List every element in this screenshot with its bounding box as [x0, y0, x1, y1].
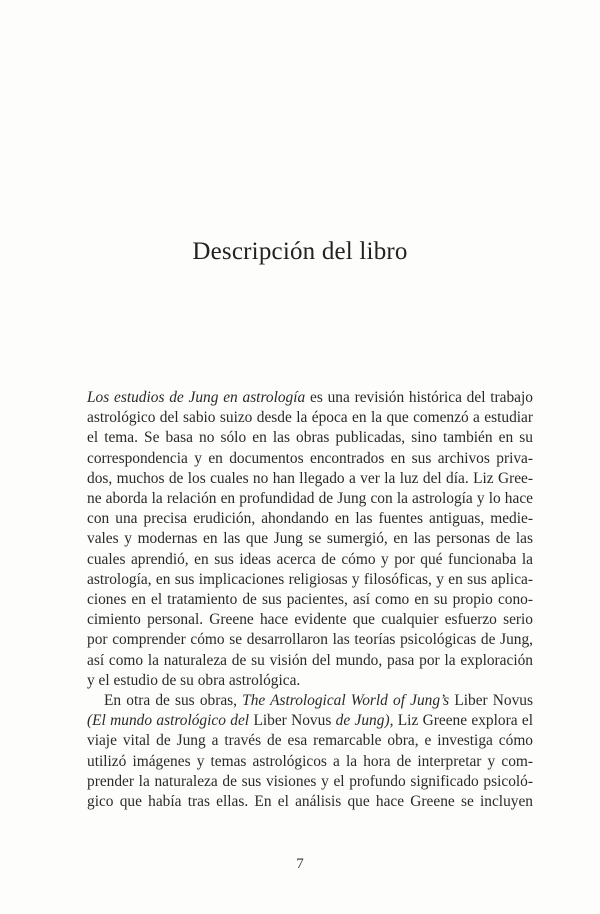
text-run: viaje vital de Jung a través de esa remarcable obra, e investiga cómo — [87, 732, 533, 750]
text-line — [87, 449, 533, 469]
text-run: Liber Novus — [449, 692, 533, 710]
italic-text: (El mundo astrológico del — [87, 712, 250, 730]
text-run: con una precisa erudición, ahondando en las fuentes antiguas, medie- — [87, 510, 533, 528]
text-line — [87, 772, 533, 792]
text-line — [87, 792, 533, 812]
text-run: Liber Novus — [249, 712, 336, 730]
text-run: ciones en el tratamiento de sus pacientes, así como en su propio cono- — [87, 591, 533, 609]
text-line — [87, 711, 533, 731]
italic-text: The Astrological World of Jung’s — [242, 692, 450, 710]
text-run: por comprender cómo se desarrollaron las teorías psicológicas de Jung, — [87, 631, 533, 649]
text-run: ne aborda la relación en profundidad de Jung con la astrología y lo hace — [87, 490, 533, 508]
text-line — [87, 469, 533, 489]
text-line — [87, 671, 533, 691]
text-line — [87, 408, 533, 428]
page-title: Descripción del libro — [192, 238, 408, 265]
text-run: utilizó imágenes y temas astrológicos a la hora de interpretar y com- — [87, 752, 533, 770]
paragraph — [87, 691, 533, 812]
text-line — [87, 550, 533, 570]
text-run: En otra de sus obras, — [104, 692, 243, 710]
text-line — [87, 630, 533, 650]
text-line — [87, 731, 533, 751]
text-line — [87, 610, 533, 630]
text-run: cuales aprendió, en sus ideas acerca de cómo y por qué funcionaba la — [87, 550, 533, 568]
body-text — [87, 388, 533, 812]
text-run: prender la naturaleza de sus visiones y el profundo significado psicoló- — [87, 772, 533, 790]
text-run: gico que había tras ellas. En el análisis que hace Greene se incluyen — [87, 793, 533, 811]
text-line — [87, 691, 533, 711]
italic-text: de Jung), — [335, 712, 394, 730]
text-run: correspondencia y en documentos encontrados en sus archivos priva- — [87, 449, 533, 467]
text-run: así como la naturaleza de su visión del mundo, pasa por la exploración — [87, 651, 533, 669]
text-line — [87, 651, 533, 671]
page-number: 7 — [296, 856, 304, 872]
text-run: astrología, en sus implicaciones religiosas y filosóficas, y en sus aplica- — [87, 570, 533, 588]
text-line — [87, 428, 533, 448]
text-run: y el estudio de su obra astrológica. — [87, 671, 301, 689]
text-line — [87, 509, 533, 529]
text-run: el tema. Se basa no sólo en las obras publicadas, sino también en su — [87, 429, 533, 447]
text-run: cimiento personal. Greene hace evidente que cualquier esfuerzo serio — [87, 611, 533, 629]
italic-text: Los estudios de Jung en astrología — [87, 389, 306, 406]
text-line — [87, 529, 533, 549]
text-line — [87, 752, 533, 772]
text-run: dos, muchos de los cuales no han llegado a ver la luz del día. Liz Gree- — [87, 469, 533, 487]
text-run: Liz Greene explora el — [393, 712, 534, 730]
text-run: es una revisión histórica del trabajo — [305, 389, 533, 406]
text-line — [87, 489, 533, 509]
text-run: astrológico del sabio suizo desde la época en la que comenzó a estudiar — [87, 409, 533, 427]
text-line — [87, 388, 533, 408]
text-line — [87, 590, 533, 610]
text-line — [87, 570, 533, 590]
paragraph — [87, 388, 533, 691]
text-run: vales y modernas en las que Jung se sumergió, en las personas de las — [87, 530, 533, 548]
